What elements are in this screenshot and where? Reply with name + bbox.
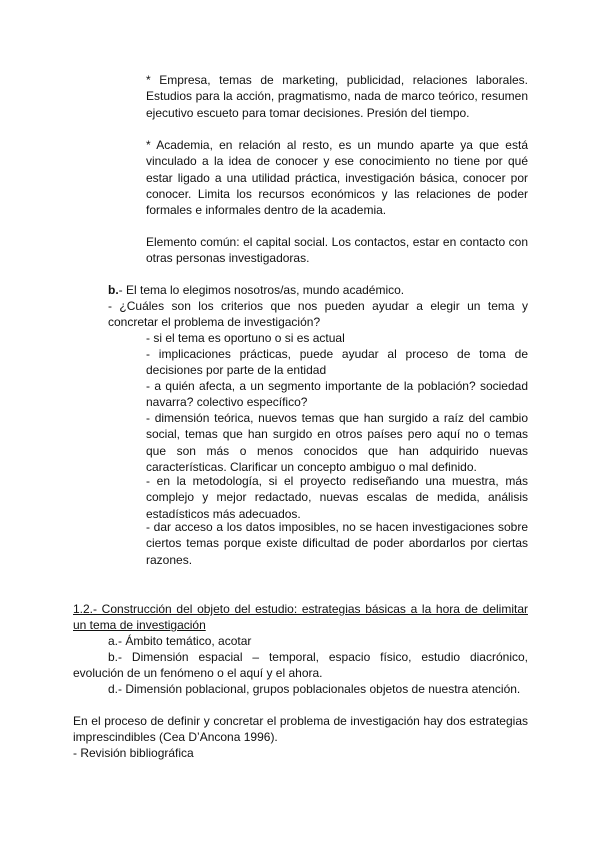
section-item-d: d.- Dimensión poblacional, grupos poblacionales objetos de nuestra atención. xyxy=(108,682,521,696)
section-item-b: b.- Dimensión espacial – temporal, espacio físico, estudio diacrónico, evolución de un fenómeno o el aquí y el ahora. xyxy=(73,650,528,681)
criterio-item: - implicaciones prácticas, puede ayudar al proceso de toma de decisiones por parte de la entidad xyxy=(146,347,528,378)
criterio-item: - dar acceso a los datos imposibles, no se hacen investigaciones sobre ciertos temas porque existe dificultad de poder abordarlos por ciertas razones. xyxy=(146,520,528,567)
paragraph-empresa: * Empresa, temas de marketing, publicidad, relaciones laborales. Estudios para la acción, pragmatismo, nada de marco teórico, resumen ejecutivo escueto para tomar decisiones. Presión del tiempo. xyxy=(146,73,528,120)
criterio-item: - en la metodología, si el proyecto rediseñando una muestra, más complejo y mejor redactado, nuevas escalas de medida, análisis estadísticos más adecuados. xyxy=(146,474,528,521)
criterio-item: - si el tema es oportuno o si es actual xyxy=(146,331,345,345)
paragraph-b xyxy=(108,282,528,298)
paragraph-academia: * Academia, en relación al resto, es un mundo aparte ya que está vinculado a la idea de conocer y ese conocimiento no tiene por qué estar ligado a una utilidad práctica, investigación básica, conocer por conocer. Limita los recursos económicos y las relaciones de poder formales e informales dentro de la academia. xyxy=(146,138,528,218)
paragraph-elemento-comun: Elemento común: el capital social. Los contactos, estar en contacto con otras personas investigadoras. xyxy=(146,235,528,266)
criterio-item: - dimensión teórica, nuevos temas que han surgido a raíz del cambio social, temas que han surgido en otros países pero aquí no o temas que son más o menos conocidos que han adquirido nuevas características. Clarificar un concepto ambiguo o mal definido. xyxy=(146,411,528,474)
criterio-item: - a quién afecta, a un segmento importante de la población? sociedad navarra? colectivo específico? xyxy=(146,379,528,410)
section-heading: 1.2.- Construcción del objeto del estudio: estrategias básicas a la hora de delimitar un tema de investigación xyxy=(73,602,528,633)
closing-item: - Revisión bibliográfica xyxy=(73,746,194,760)
section-item-a: a.- Ámbito temático, acotar xyxy=(108,634,252,648)
closing-paragraph: En el proceso de definir y concretar el problema de investigación hay dos estrategias imprescindibles (Cea D’Ancona 1996). xyxy=(73,714,528,745)
b-text: - El tema lo elegimos nosotros/as, mundo académico. xyxy=(118,283,405,297)
b-label: b. xyxy=(108,283,119,297)
criterios-question: - ¿Cuáles son los criterios que nos pueden ayudar a elegir un tema y concretar el problema de investigación? xyxy=(108,299,528,330)
